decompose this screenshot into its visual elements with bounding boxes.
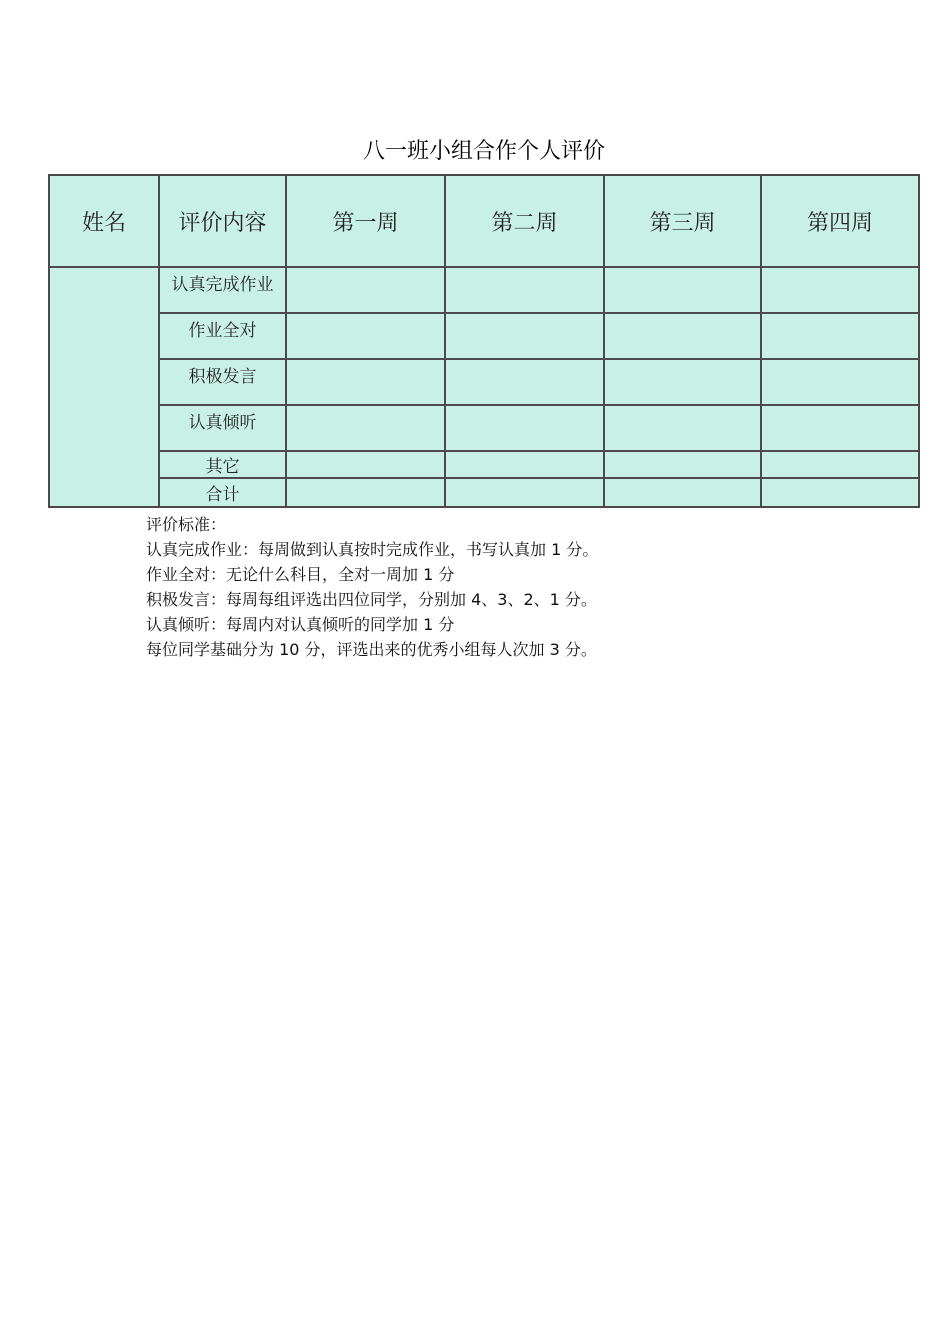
note-line: 每位同学基础分为 10 分，评选出来的优秀小组每人次加 3 分。 — [146, 640, 597, 659]
score-cell[interactable] — [605, 360, 762, 406]
score-cell[interactable] — [762, 314, 918, 360]
table-row — [50, 360, 918, 406]
table-row — [50, 479, 918, 506]
score-cell[interactable] — [287, 406, 446, 452]
score-cell[interactable] — [446, 479, 605, 506]
evaluation-table — [48, 174, 920, 508]
item-label: 积极发言 — [160, 360, 287, 406]
notes-heading: 评价标准： — [146, 515, 227, 534]
score-cell[interactable] — [446, 360, 605, 406]
score-cell[interactable] — [605, 406, 762, 452]
header-week-4: 第四周 — [762, 176, 918, 268]
score-cell[interactable] — [446, 314, 605, 360]
score-cell[interactable] — [605, 479, 762, 506]
score-cell[interactable] — [762, 268, 918, 314]
score-cell[interactable] — [605, 268, 762, 314]
student-name-cell[interactable] — [50, 268, 160, 506]
note-line: 认真倾听：每周内对认真倾听的同学加 1 分 — [146, 615, 455, 634]
evaluation-criteria-notes — [146, 512, 598, 662]
note-line: 积极发言：每周每组评选出四位同学，分别加 4、3、2、1 分。 — [146, 590, 597, 609]
note-line: 认真完成作业：每周做到认真按时完成作业，书写认真加 1 分。 — [146, 540, 599, 559]
score-cell[interactable] — [287, 479, 446, 506]
score-cell[interactable] — [605, 314, 762, 360]
score-cell[interactable] — [287, 452, 446, 479]
score-cell[interactable] — [446, 452, 605, 479]
header-week-1: 第一周 — [287, 176, 446, 268]
score-cell[interactable] — [446, 268, 605, 314]
item-label: 作业全对 — [160, 314, 287, 360]
document-title: 八一班小组合作个人评价 — [362, 139, 605, 164]
table-row — [50, 406, 918, 452]
score-cell[interactable] — [762, 452, 918, 479]
item-label: 认真完成作业 — [160, 268, 287, 314]
score-cell[interactable] — [287, 314, 446, 360]
header-week-2: 第二周 — [446, 176, 605, 268]
score-cell[interactable] — [762, 479, 918, 506]
header-week-3: 第三周 — [605, 176, 762, 268]
score-cell[interactable] — [446, 406, 605, 452]
table-row — [50, 268, 918, 314]
score-cell[interactable] — [287, 360, 446, 406]
score-cell[interactable] — [287, 268, 446, 314]
table-row — [50, 314, 918, 360]
item-label: 认真倾听 — [160, 406, 287, 452]
item-label: 合计 — [160, 479, 287, 506]
score-cell[interactable] — [762, 360, 918, 406]
item-label: 其它 — [160, 452, 287, 479]
score-cell[interactable] — [605, 452, 762, 479]
note-line: 作业全对：无论什么科目，全对一周加 1 分 — [146, 565, 455, 584]
header-name: 姓名 — [50, 176, 160, 268]
table-row — [50, 452, 918, 479]
header-content: 评价内容 — [160, 176, 287, 268]
table-header-row — [50, 176, 918, 268]
score-cell[interactable] — [762, 406, 918, 452]
